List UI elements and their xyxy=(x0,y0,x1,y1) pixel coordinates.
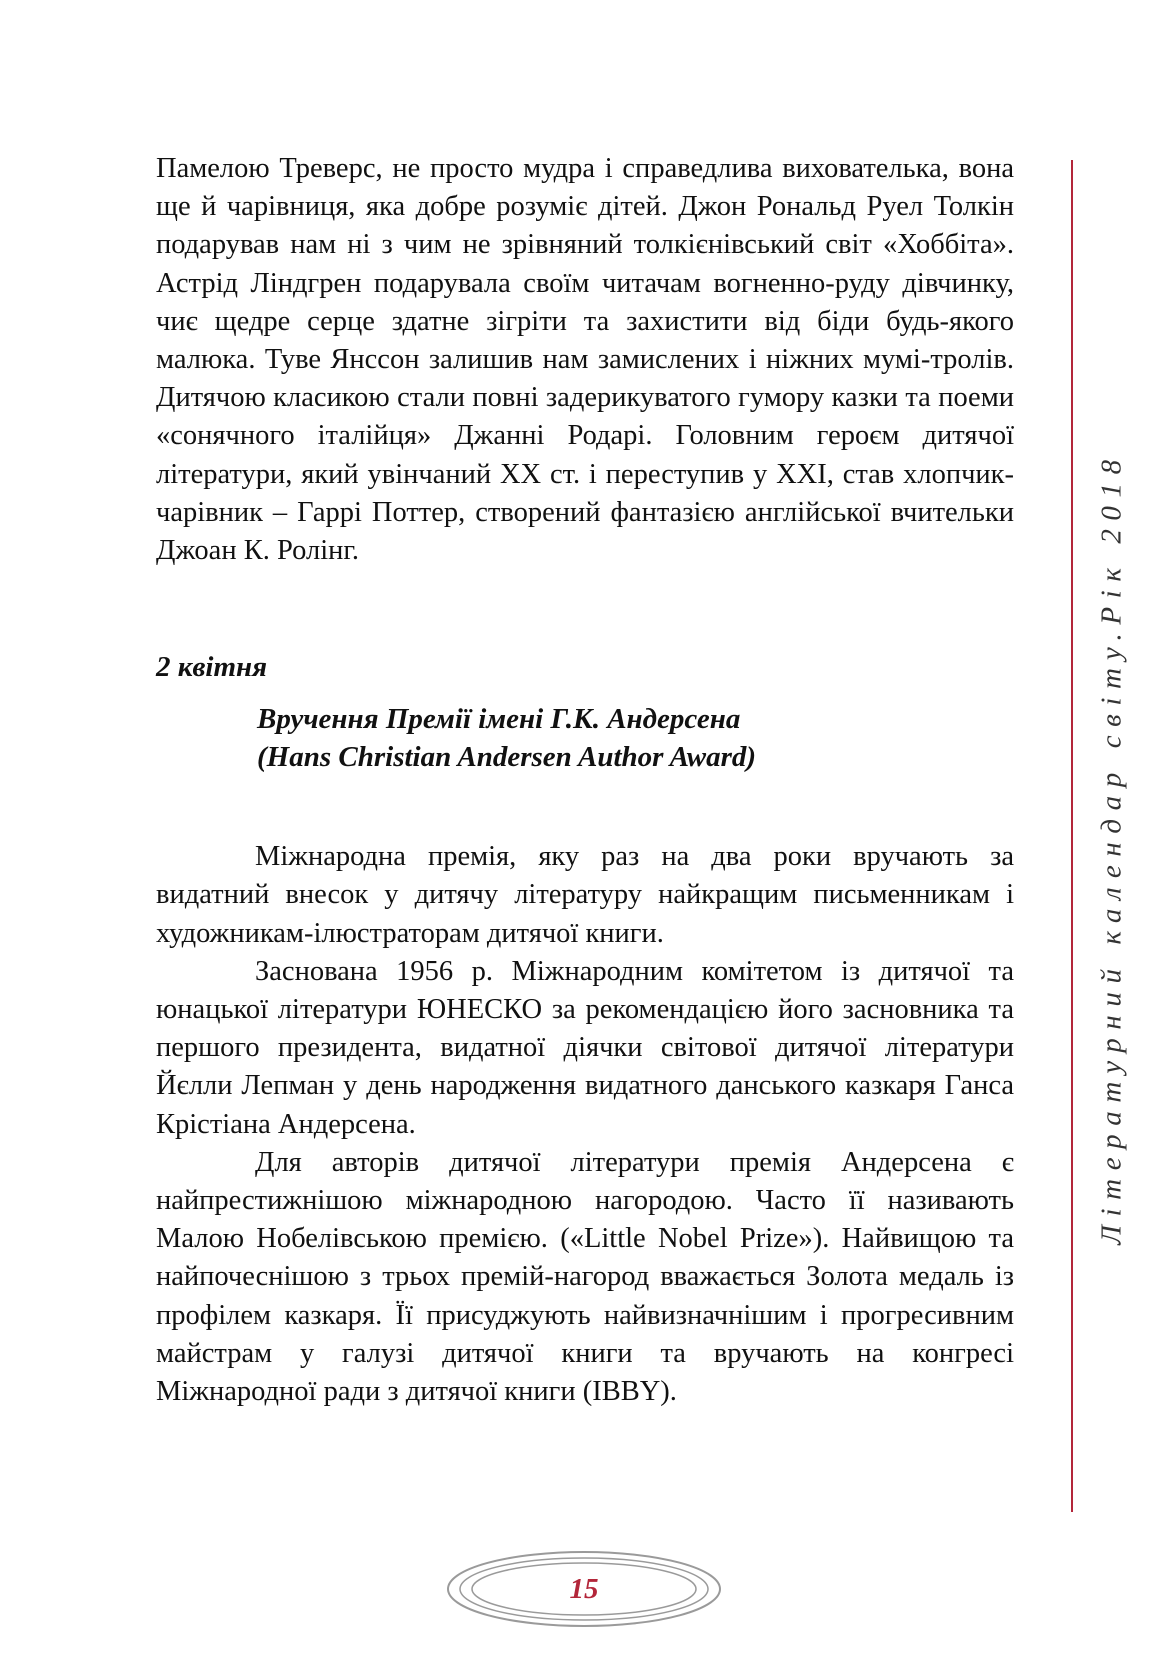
section-text xyxy=(156,838,1014,1411)
intro-paragraph: Памелою Треверс, не просто мудра і справедлива вихователька, вона ще й чарівниця, яка добре розуміє дітей. Джон Рональд Руел Толкін подарував нам ні з чим не зрівняний толкієнівський світ «Хоббіта». Астрід Ліндгрен подарувала своїм читачам вогненно-руду дівчинку, чиє щедре серце здатне зігріти та захистити від біди будь-якого малюка. Туве Янссон залишив нам замислених і ніжних мумі-тролів. Дитячою класикою стали повні задерикуватого гумору казки та поеми «сонячного італійця» Джанні Родарі. Головним героєм дитячої літератури, який увінчаний XX ст. і переступив у XXI, став хлопчик-чарівник – Гаррі Поттер, створений фантазією англійської вчительки Джоан К. Ролінг. xyxy=(156,153,1014,567)
section-heading-subtitle: (Hans Christian Andersen Author Award) xyxy=(257,741,757,774)
section-paragraph: Для авторів дитячої літератури премія Андерсена є найпрестижнішою міжнародною нагородою. Часто її називають Малою Нобелівською премією. («Little Nobel Prize»). Найвищою та найпочеснішою з трьох премій-нагород вважається Золота медаль із профілем казкаря. Її присуджують найвизначнішим і прогресивним майстрам у галузі дитячої книги та вручають на конгресі Міжнародної ради з дитячої книги (IBBY). xyxy=(156,1146,1014,1408)
running-title: Літературний календар світу.Рік 2018 xyxy=(1095,451,1128,1245)
section-date: 2 квітня xyxy=(156,651,268,684)
page-body xyxy=(156,150,1014,1411)
section-paragraph: Заснована 1956 р. Міжнародним комітетом із дитячої та юнацької літератури ЮНЕСКО за рекомендацією його засновника та першого президента, видатної діячки світової дитячої літератури Йєлли Лепман у день народження видатного данського казкаря Ганса Крістіана Андерсена. xyxy=(156,955,1014,1140)
section-heading xyxy=(257,700,1014,776)
section-heading-title: Вручення Премії імені Г.К. Андерсена xyxy=(257,703,741,736)
margin-rule xyxy=(1071,160,1073,1512)
section-paragraph: Міжнародна премія, яку раз на два роки вручають за видатний внесок у дитячу літературу найкращим письменникам і художникам-ілюстраторам дитячої книги. xyxy=(156,841,1014,949)
page-number: 15 xyxy=(569,1573,599,1605)
page-number-ornament xyxy=(444,1548,724,1630)
